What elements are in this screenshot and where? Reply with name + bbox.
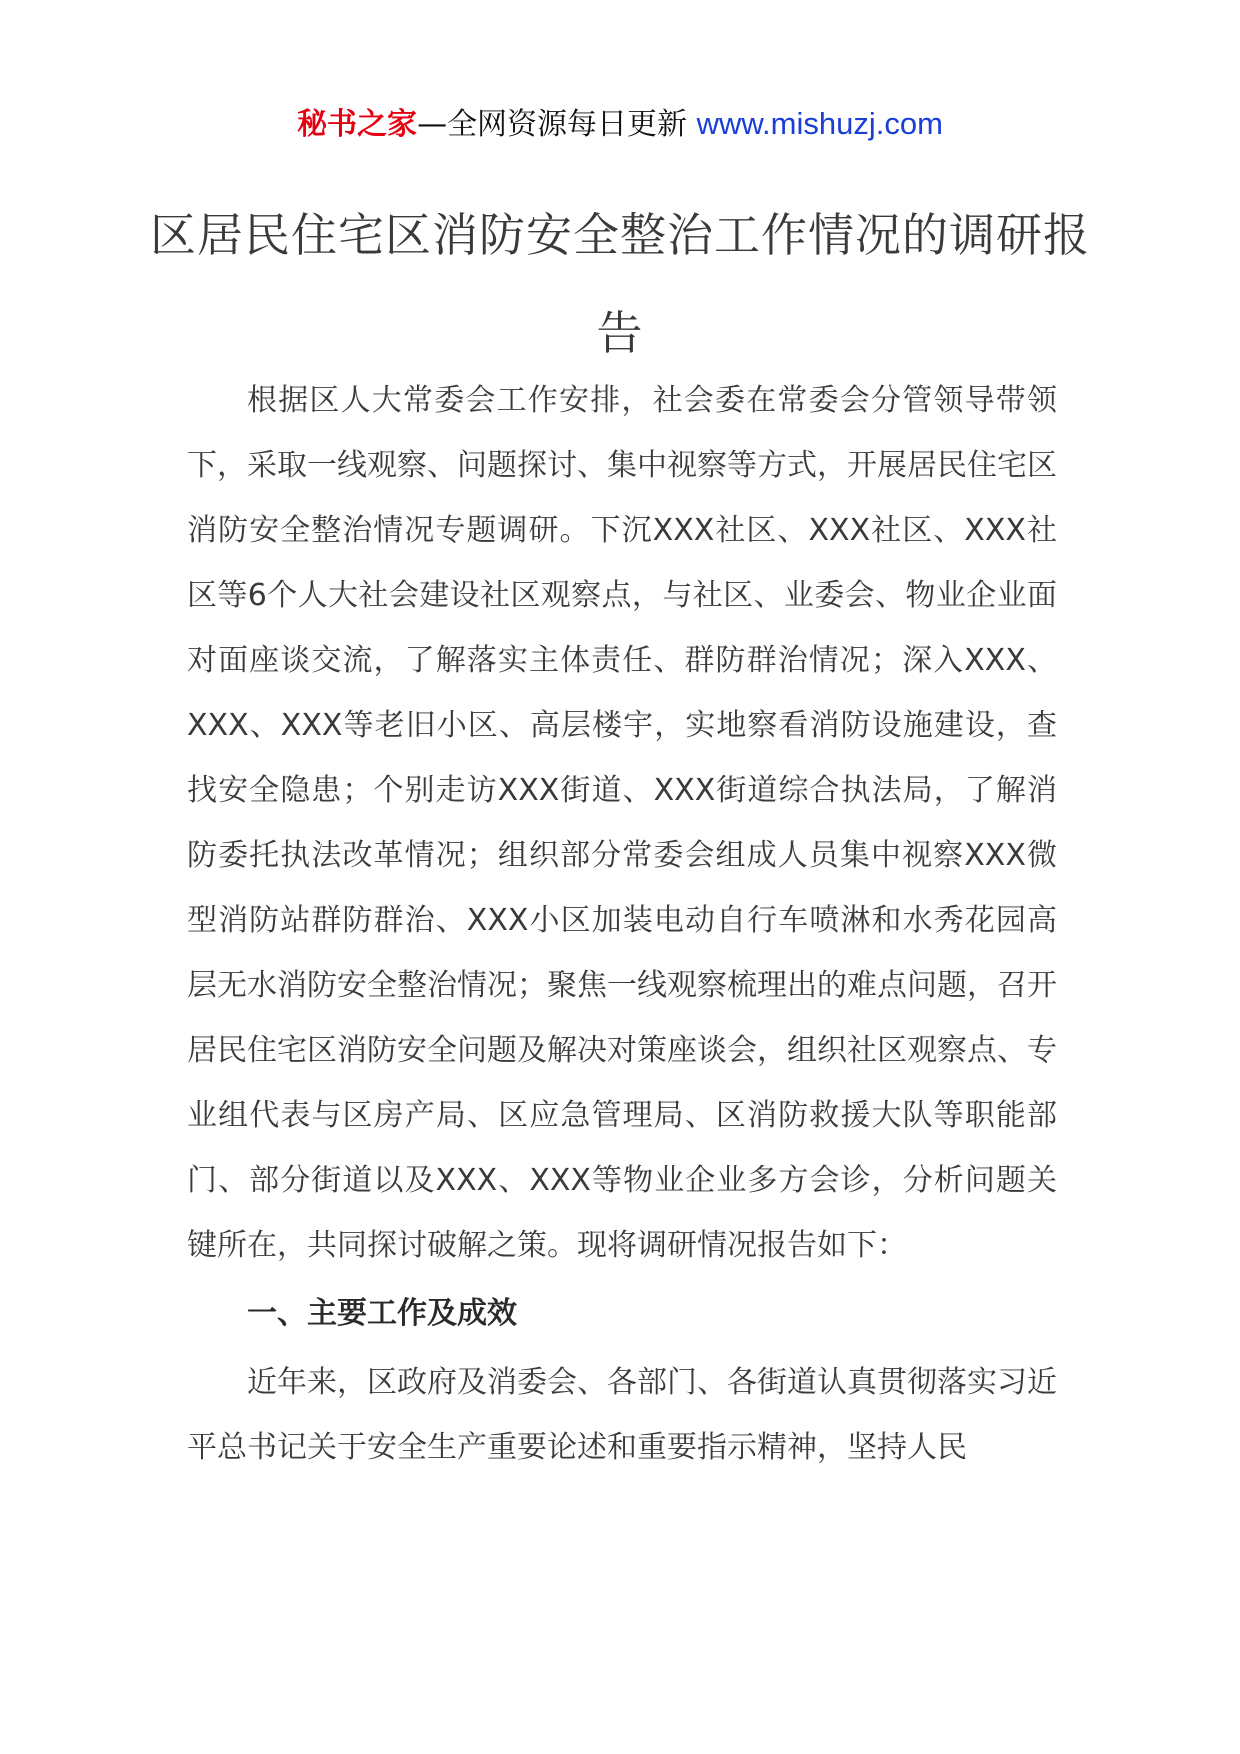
site-header bbox=[0, 102, 1240, 147]
document-body bbox=[187, 368, 1057, 1480]
section-paragraph: 近年来，区政府及消委会、各部门、各街道认真贯彻落实习近平总书记关于安全生产重要论述和重要指示精神，坚持人民 bbox=[187, 1365, 1057, 1465]
brand-name: 秘书之家 bbox=[297, 107, 418, 142]
intro-paragraph: 根据区人大常委会工作安排，社会委在常委会分管领导带领下，采取一线观察、问题探讨、集中视察等方式，开展居民住宅区消防安全整治情况专题调研。下沉XXX社区、XXX社区、XXX社区等6个人大社会建设社区观察点，与社区、业委会、物业企业面对面座谈交流，了解落实主体责任、群防群治情况；深入XXX、XXX、XXX等老旧小区、高层楼宇，实地察看消防设施建设，查找安全隐患；个别走访XXX街道、XXX街道综合执法局，了解消防委托执法改革情况；组织部分常委会组成人员集中视察XXX微型消防站群防群治、XXX小区加装电动自行车喷淋和水秀花园高层无水消防安全整治情况；聚焦一线观察梳理出的难点问题，召开居民住宅区消防安全问题及解决对策座谈会，组织社区观察点、专业组代表与区房产局、区应急管理局、区消防救援大队等职能部门、部分街道以及XXX、XXX等物业企业多方会诊，分析问题关键所在，共同探讨破解之策。现将调研情况报告如下： bbox=[187, 383, 1057, 1263]
header-tagline: —全网资源每日更新 bbox=[417, 107, 697, 142]
document-title: 区居民住宅区消防安全整治工作情况的调研报告 bbox=[150, 208, 1090, 360]
section-heading: 一、主要工作及成效 bbox=[247, 1296, 517, 1331]
site-url-link[interactable]: www.mishuzj.com bbox=[696, 106, 943, 141]
